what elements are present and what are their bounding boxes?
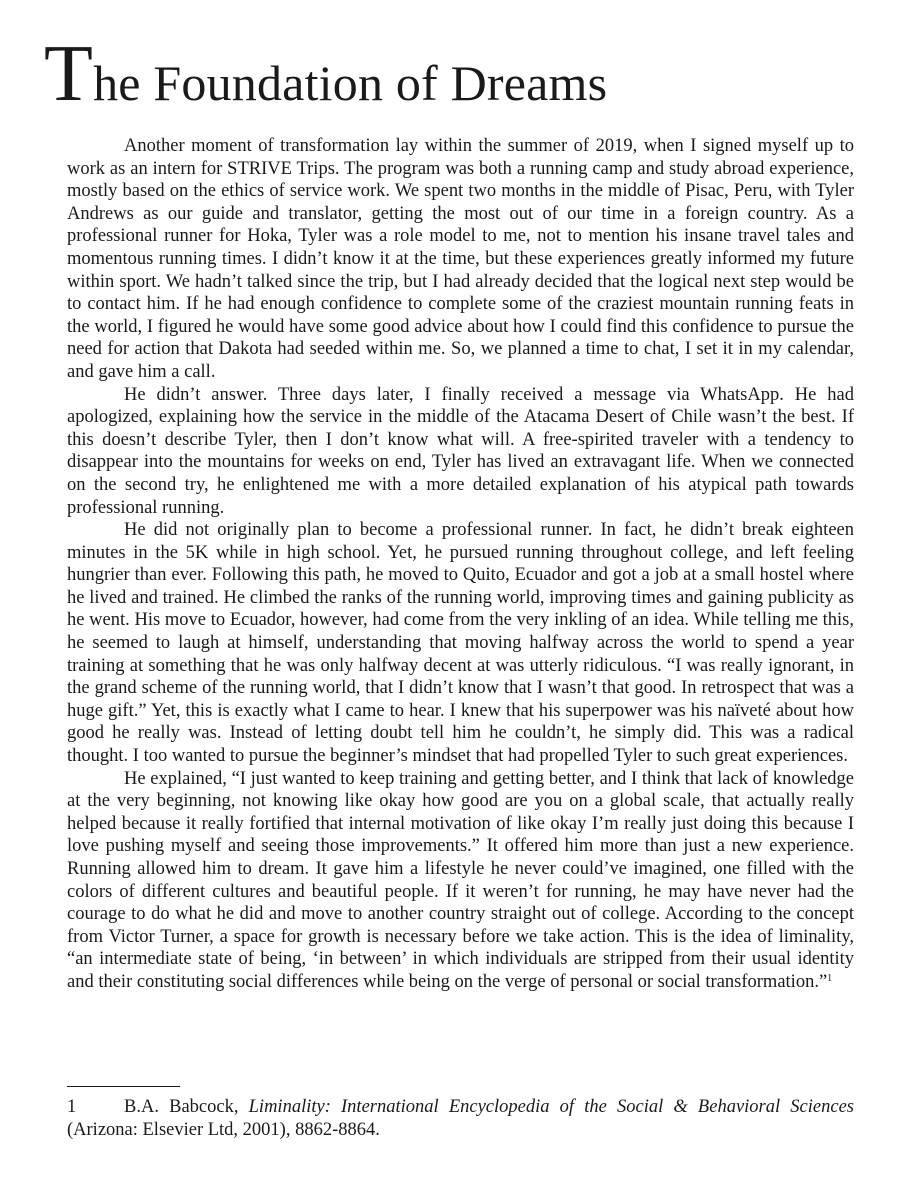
- footnote: [67, 1096, 854, 1141]
- footnote-marker[interactable]: 1: [827, 972, 833, 984]
- paragraph-2: He didn’t answer. Three days later, I finally received a message via WhatsApp. He had apologized, explaining how the service in the middle of the Atacama Desert of Chile wasn’t the best. If this doesn’t describe Tyler, then I don’t know what will. A free-spirited traveler with a tendency to disappear into the mountains for weeks on end, Tyler has lived an extravagant life. When we connected on the second try, he enlightened me with a more detailed explanation of his atypical path towards professional running.: [67, 384, 854, 518]
- paragraph-4-text: He explained, “I just wanted to keep training and getting better, and I think that lack of knowledge at the very beginning, not knowing like okay how good are you on a global scale, that actually really helped because it really fortified that internal motivation of like okay I’m really just doing this because I love pushing myself and seeing those improvements.” It offered him more than just a new experience. Running allowed him to dream. It gave him a lifestyle he never could’ve imagined, one filled with the colors of different cultures and beautiful people. If it weren’t for running, he may have never had the courage to do what he did and move to another country straight out of college. According to the concept from Victor Turner, a space for growth is necessary before we take action. This is the idea of liminality, “an intermediate state of being, ‘in between’ in which individuals are stripped from their usual identity and their constituting social differences while being on the verge of personal or social transformation.”: [67, 768, 854, 992]
- title-text: he Foundation of Dreams: [93, 55, 608, 111]
- body-text: [67, 135, 854, 994]
- footnote-details: (Arizona: Elsevier Ltd, 2001), 8862-8864.: [67, 1119, 380, 1140]
- page-title: [44, 30, 608, 121]
- paragraph-3: He did not originally plan to become a professional runner. In fact, he didn’t break eighteen minutes in the 5K while in high school. Yet, he pursued running throughout college, and left feeling hungrier than ever. Following this path, he moved to Quito, Ecuador and got a job at a small hostel where he lived and trained. He climbed the ranks of the running world, improving times and gaining publicity as he went. His move to Ecuador, however, had come from the very inkling of an idea. While telling me this, he seemed to laugh at himself, understanding that moving halfway across the world to spend a year training at something that he was only halfway decent at was utterly ridiculous. “I was really ignorant, in the grand scheme of the running world, that I didn’t know that I wasn’t that good. In retrospect that was a huge gift.” Yet, this is exactly what I came to hear. I knew that his superpower was his naïveté about how good he really was. Instead of letting doubt tell him he couldn’t, he simply did. This was a radical thought. I too wanted to pursue the beginner’s mindset that had propelled Tyler to such great experiences.: [67, 520, 854, 767]
- footnote-number: 1: [67, 1097, 77, 1117]
- paragraph-1: Another moment of transformation lay within the summer of 2019, when I signed myself up to work as an intern for STRIVE Trips. The program was both a running camp and study abroad experience, mostly based on the ethics of service work. We spent two months in the middle of Pisac, Peru, with Tyler Andrews as our guide and translator, getting the most out of our time in a foreign country. As a professional runner for Hoka, Tyler was a role model to me, not to mention his insane travel tales and momentous running times. I didn’t know it at the time, but these experiences greatly informed my future within sport. We hadn’t talked since the trip, but I had already decided that the logical next step would be to contact him. If he had enough confidence to complete some of the craziest mountain running feats in the world, I figured he would have some good advice about how I could find this confidence to pursue the need for action that Dakota had seeded within me. So, we planned a time to chat, I set it in my calendar, and gave him a call.: [67, 136, 854, 382]
- footnote-divider: [67, 1086, 180, 1087]
- footnote-work-title: Liminality: International Encyclopedia of the Social & Behavioral Sciences: [248, 1097, 854, 1117]
- paragraph-4: [67, 768, 854, 994]
- footnote-author: B.A. Babcock,: [124, 1097, 249, 1117]
- title-dropcap: T: [44, 30, 94, 118]
